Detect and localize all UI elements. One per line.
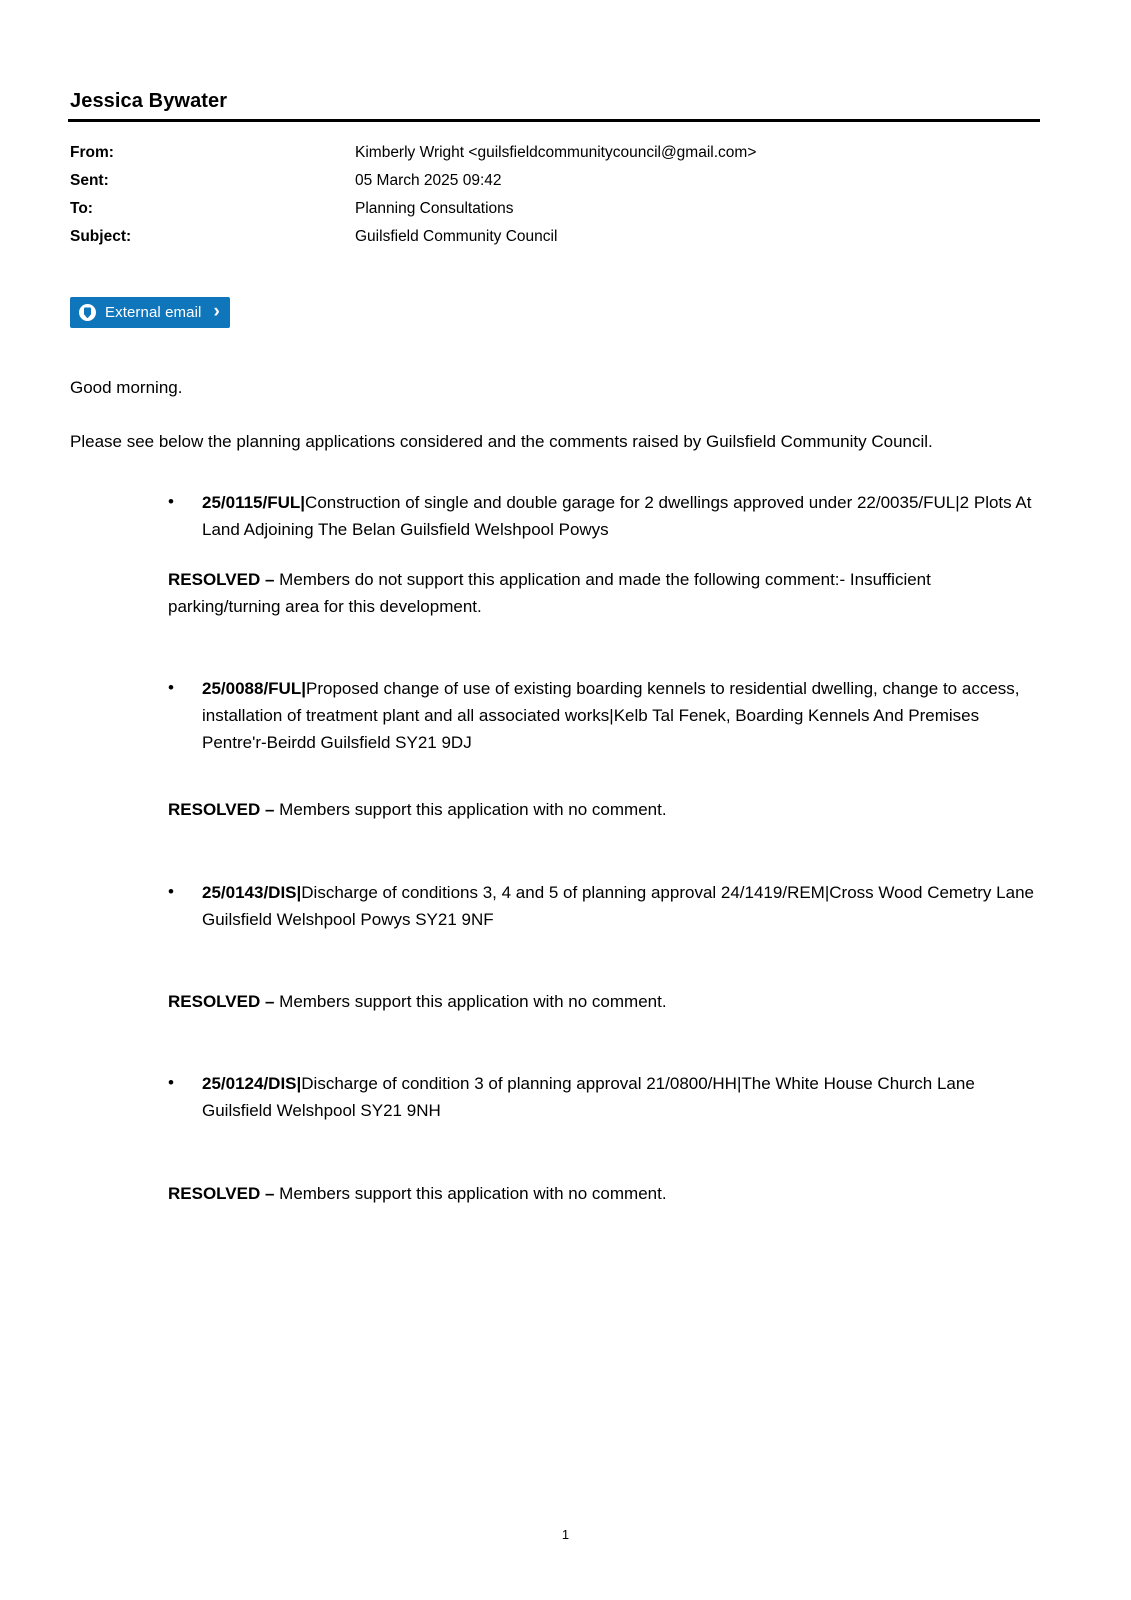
chevron-right-icon: › [213,301,220,323]
header-value-sent: 05 March 2025 09:42 [355,172,502,190]
application-reference: 25/0088/FUL| [202,678,306,698]
resolved-text: Members support this application with no comment. [279,1183,667,1203]
header-label-subject: Subject: [70,228,132,246]
bullet-icon: • [168,677,174,697]
application-reference: 25/0143/DIS| [202,882,302,902]
header-value-subject: Guilsfield Community Council [355,228,558,246]
application-item [68,1070,1039,1207]
header-row-from [70,140,756,168]
resolved-label: RESOLVED – [168,992,280,1012]
header-row-sent [70,168,756,196]
application-reference: 25/0115/FUL| [202,493,306,513]
application-resolution [68,566,1039,620]
bullet-icon: • [168,1073,174,1093]
resolved-label: RESOLVED – [168,1183,280,1203]
application-item [68,675,1039,824]
resolved-text: Members do not support this application and made the following comment:- Insufficient parking/turning area for this development. [168,569,931,616]
application-description: Discharge of condition 3 of planning approval 21/0800/HH|The White House Church Lane Guilsfield Welshpool SY21 9NH [202,1074,975,1121]
header-label-to: To: [70,200,93,218]
application-item [68,489,1039,620]
bullet-icon: • [168,881,174,901]
application-bullet-row [68,675,1039,757]
header-value-to: Planning Consultations [355,200,514,218]
external-email-banner [70,297,230,328]
resolved-label: RESOLVED – [168,800,280,820]
greeting-paragraph: Good morning. [70,378,183,398]
header-value-from: Kimberly Wright <guilsfieldcommunitycouncil@gmail.com> [355,144,757,161]
application-description: Discharge of conditions 3, 4 and 5 of planning approval 24/1419/REM|Cross Wood Cemetry Lane Guilsfield Welshpool Powys SY21 9NF [202,882,1034,929]
resolved-text: Members support this application with no comment. [279,800,667,820]
header-label-sent: Sent: [70,172,109,190]
application-bullet-row [68,879,1039,933]
header-label-from: From: [70,144,114,161]
application-reference: 25/0124/DIS| [202,1074,302,1094]
external-email-label: External email [105,304,202,322]
application-description: Construction of single and double garage for 2 dwellings approved under 22/0035/FUL|2 Plots At Land Adjoining The Belan Guilsfield Welshpool Powys [202,493,1032,540]
resolved-text: Members support this application with no comment. [279,992,667,1012]
title-divider [68,119,1040,122]
header-row-to [70,196,756,224]
application-bullet-row [68,489,1039,543]
application-item [68,879,1039,1016]
application-resolution [68,1180,1039,1207]
shield-icon [79,304,96,321]
email-header-table [70,140,756,252]
intro-paragraph: Please see below the planning applications considered and the comments raised by Guilsfield Community Council. [70,432,933,452]
header-row-subject [70,224,756,252]
bullet-icon: • [168,492,174,512]
application-description: Proposed change of use of existing boarding kennels to residential dwelling, change to access, installation of treatment plant and all associated works|Kelb Tal Fenek, Boarding Kennels And Premises Pentre'r-Beirdd Guilsfield SY21 9DJ [202,678,1020,753]
page-number: 1 [561,1527,570,1542]
application-resolution [68,796,1039,823]
application-resolution [68,988,1039,1015]
application-bullet-row [68,1070,1039,1124]
resolved-label: RESOLVED – [168,569,280,589]
page-title: Jessica Bywater [70,90,228,112]
